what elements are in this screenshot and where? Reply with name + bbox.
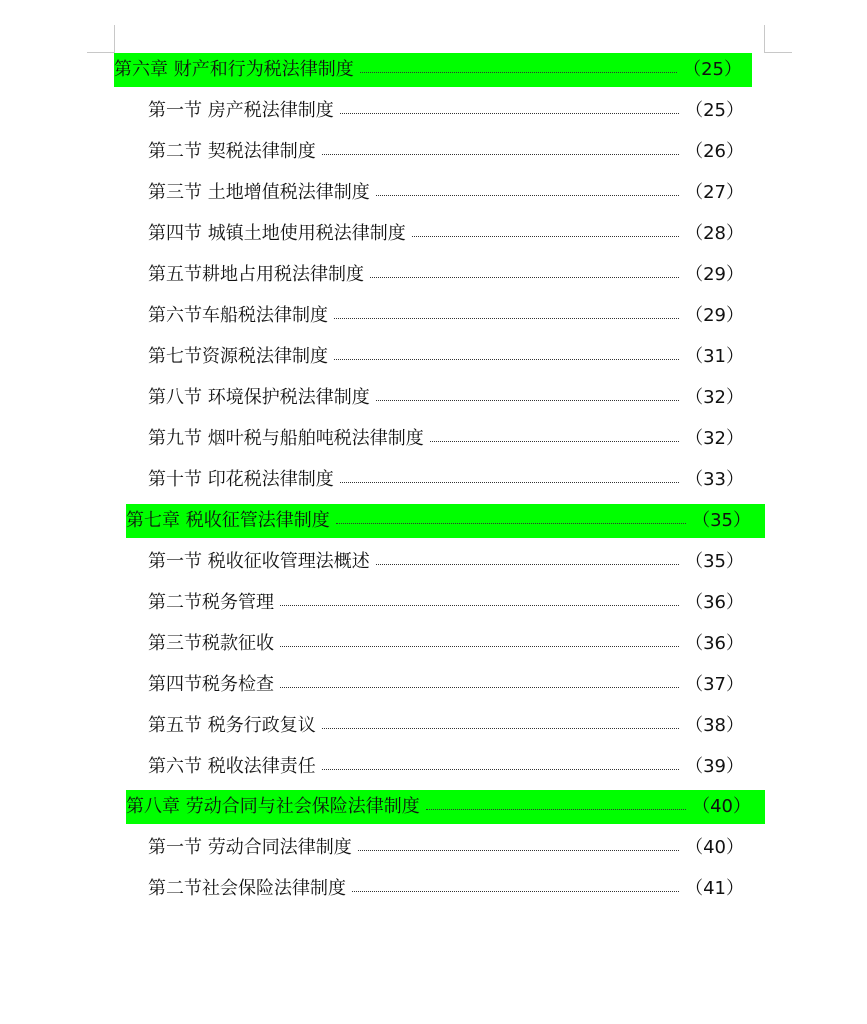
dot-leader bbox=[334, 318, 679, 319]
toc-chapter-6[interactable] bbox=[114, 53, 752, 87]
toc-section[interactable] bbox=[148, 627, 744, 661]
toc-chapter-8[interactable] bbox=[126, 790, 765, 824]
page-number: （37） bbox=[685, 674, 744, 695]
dot-leader bbox=[322, 769, 679, 770]
page-number: （25） bbox=[683, 59, 742, 80]
toc-section[interactable] bbox=[148, 422, 744, 456]
section-title: 第一节 房产税法律制度 bbox=[148, 100, 334, 121]
page-number: （39） bbox=[685, 756, 744, 777]
section-title: 第一节 劳动合同法律制度 bbox=[148, 837, 352, 858]
page-number: （26） bbox=[685, 141, 744, 162]
section-title: 第五节 税务行政复议 bbox=[148, 715, 316, 736]
dot-leader bbox=[430, 441, 679, 442]
dot-leader bbox=[412, 236, 679, 237]
page-number: （28） bbox=[685, 223, 744, 244]
section-title: 第九节 烟叶税与船舶吨税法律制度 bbox=[148, 428, 424, 449]
toc-section[interactable] bbox=[148, 586, 744, 620]
dot-leader bbox=[358, 850, 679, 851]
page-number: （38） bbox=[685, 715, 744, 736]
section-title: 第一节 税收征收管理法概述 bbox=[148, 551, 370, 572]
dot-leader bbox=[426, 809, 686, 810]
section-title: 第六节车船税法律制度 bbox=[148, 305, 328, 326]
dot-leader bbox=[280, 687, 679, 688]
page-number: （27） bbox=[685, 182, 744, 203]
dot-leader bbox=[340, 113, 679, 114]
chapter-title: 第八章 劳动合同与社会保险法律制度 bbox=[126, 796, 420, 817]
toc-section[interactable] bbox=[148, 176, 744, 210]
dot-leader bbox=[322, 728, 679, 729]
chapter-title: 第七章 税收征管法律制度 bbox=[126, 510, 330, 531]
section-title: 第三节税款征收 bbox=[148, 633, 274, 654]
dot-leader bbox=[340, 482, 679, 483]
section-title: 第七节资源税法律制度 bbox=[148, 346, 328, 367]
section-title: 第十节 印花税法律制度 bbox=[148, 469, 334, 490]
dot-leader bbox=[322, 154, 679, 155]
page-number: （40） bbox=[692, 796, 751, 817]
toc-section[interactable] bbox=[148, 340, 744, 374]
page-number: （29） bbox=[685, 305, 744, 326]
dot-leader bbox=[376, 195, 679, 196]
toc-section[interactable] bbox=[148, 872, 744, 906]
page-number: （25） bbox=[685, 100, 744, 121]
page-number: （35） bbox=[692, 510, 751, 531]
page-number: （41） bbox=[685, 878, 744, 899]
dot-leader bbox=[280, 646, 679, 647]
dot-leader bbox=[280, 605, 679, 606]
section-title: 第四节 城镇土地使用税法律制度 bbox=[148, 223, 406, 244]
section-title: 第二节 契税法律制度 bbox=[148, 141, 316, 162]
toc-section[interactable] bbox=[148, 750, 744, 784]
page-number: （31） bbox=[685, 346, 744, 367]
section-title: 第八节 环境保护税法律制度 bbox=[148, 387, 370, 408]
dot-leader bbox=[376, 400, 679, 401]
page-number: （33） bbox=[685, 469, 744, 490]
section-title: 第三节 土地增值税法律制度 bbox=[148, 182, 370, 203]
page-number: （29） bbox=[685, 264, 744, 285]
section-title: 第二节税务管理 bbox=[148, 592, 274, 613]
page-number: （32） bbox=[685, 387, 744, 408]
section-title: 第六节 税收法律责任 bbox=[148, 756, 316, 777]
toc-section[interactable] bbox=[148, 709, 744, 743]
crop-mark-right-horizontal bbox=[764, 52, 792, 53]
section-title: 第二节社会保险法律制度 bbox=[148, 878, 346, 899]
toc-section[interactable] bbox=[148, 463, 744, 497]
crop-mark-right-vertical bbox=[764, 25, 765, 53]
page-number: （36） bbox=[685, 592, 744, 613]
dot-leader bbox=[336, 523, 686, 524]
toc-section[interactable] bbox=[148, 668, 744, 702]
toc-section[interactable] bbox=[148, 299, 744, 333]
page-number: （40） bbox=[685, 837, 744, 858]
dot-leader bbox=[352, 891, 679, 892]
toc-section[interactable] bbox=[148, 545, 744, 579]
toc-section[interactable] bbox=[148, 831, 744, 865]
toc-section[interactable] bbox=[148, 94, 744, 128]
toc-chapter-7[interactable] bbox=[126, 504, 765, 538]
dot-leader bbox=[334, 359, 679, 360]
page-number: （36） bbox=[685, 633, 744, 654]
toc-section[interactable] bbox=[148, 217, 744, 251]
toc-section[interactable] bbox=[148, 381, 744, 415]
dot-leader bbox=[376, 564, 679, 565]
dot-leader bbox=[360, 72, 677, 73]
section-title: 第五节耕地占用税法律制度 bbox=[148, 264, 364, 285]
crop-mark-left-vertical bbox=[114, 25, 115, 53]
page-number: （35） bbox=[685, 551, 744, 572]
dot-leader bbox=[370, 277, 679, 278]
toc-section[interactable] bbox=[148, 258, 744, 292]
chapter-title: 第六章 财产和行为税法律制度 bbox=[114, 59, 354, 80]
page-number: （32） bbox=[685, 428, 744, 449]
toc-section[interactable] bbox=[148, 135, 744, 169]
crop-mark-left-horizontal bbox=[87, 52, 115, 53]
section-title: 第四节税务检查 bbox=[148, 674, 274, 695]
